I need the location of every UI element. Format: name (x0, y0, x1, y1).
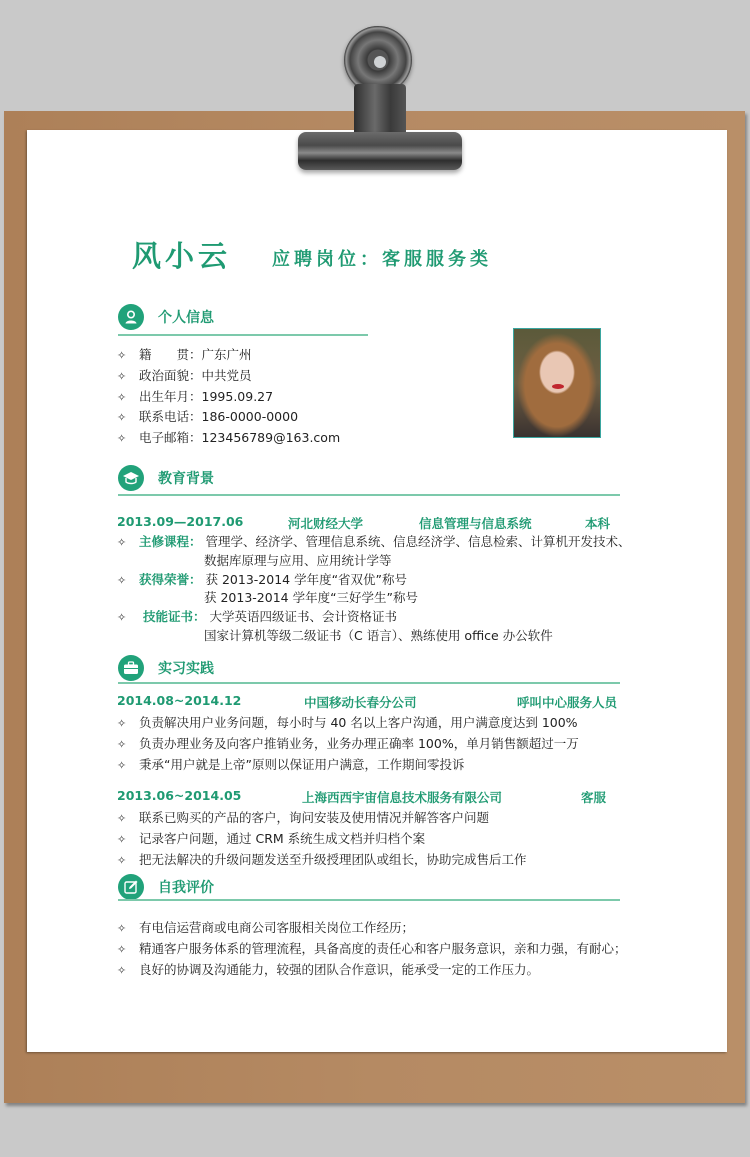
edu-major: 信息管理与信息系统 (419, 516, 532, 531)
person-icon (118, 304, 144, 330)
section-title: 教育背景 (158, 471, 214, 487)
edit-pencil-icon (118, 874, 144, 900)
job-point: ✧ 秉承“用户就是上帝”原则以保证用户满意，工作期间零投诉 (117, 757, 465, 772)
bullet-icon: ✧ (117, 432, 127, 445)
job-point: ✧ 负责办理业务及向客户推销业务，业务办理正确率 100%，单月销售额超过一万 (117, 736, 579, 751)
bullet-icon: ✧ (117, 370, 127, 383)
self-eval-point: ✧ 良好的协调及沟通能力，较强的团队合作意识，能承受一定的工作压力。 (117, 962, 540, 977)
info-row-phone: ✧ 联系电话：186-0000-0000 (117, 409, 299, 424)
info-row-email: ✧ 电子邮箱：123456789@163.com (117, 430, 341, 445)
bullet-icon: ✧ (117, 717, 127, 730)
info-row-birth: ✧ 出生年月：1995.09.27 (117, 389, 274, 404)
bullet-icon: ✧ (117, 922, 127, 935)
bullet-icon: ✧ (117, 391, 127, 404)
section-divider (118, 334, 368, 336)
bullet-icon: ✧ (117, 536, 127, 549)
section-title: 个人信息 (158, 310, 214, 326)
job-point: ✧ 负责解决用户业务问题，每小时与 40 名以上客户沟通，用户满意度达到 100% (117, 715, 578, 730)
bullet-icon: ✧ (117, 411, 127, 424)
edu-honors-cont: 获 2013-2014 学年度“三好学生”称号 (204, 590, 419, 605)
info-row-hometown: ✧ 籍 贯：广东广州 (117, 347, 252, 362)
edu-courses: ✧ 主修课程： 管理学、经济学、管理信息系统、信息经济学、信息检索、计算机开发技术、 (117, 534, 631, 549)
graduation-cap-icon (118, 465, 144, 491)
briefcase-icon (118, 655, 144, 681)
job-target: 应聘岗位：客服服务类 (272, 249, 492, 270)
bullet-icon: ✧ (117, 759, 127, 772)
binder-clip-icon (296, 24, 464, 172)
bullet-icon: ✧ (117, 812, 127, 825)
edu-degree: 本科 (585, 516, 611, 531)
job-company: 上海西西宇宙信息技术服务有限公司 (302, 790, 503, 805)
edu-school: 河北财经大学 (288, 516, 364, 531)
bullet-icon: ✧ (117, 833, 127, 846)
bullet-icon: ✧ (117, 738, 127, 751)
bullet-icon: ✧ (117, 964, 127, 977)
bullet-icon: ✧ (117, 349, 127, 362)
job-period: 2013.06~2014.05 (117, 788, 242, 803)
section-divider (118, 494, 620, 496)
section-divider (118, 682, 620, 684)
job-role: 客服 (581, 790, 607, 805)
edu-period: 2013.09—2017.06 (117, 514, 244, 529)
job-period: 2014.08~2014.12 (117, 693, 242, 708)
section-title: 自我评价 (158, 880, 214, 896)
bullet-icon: ✧ (117, 943, 127, 956)
profile-photo (513, 328, 601, 438)
candidate-name: 风小云 (132, 239, 232, 273)
edu-certs: ✧ 技能证书： 大学英语四级证书、会计资格证书 (117, 609, 397, 624)
job-point: ✧ 记录客户问题，通过 CRM 系统生成文档并归档个案 (117, 831, 426, 846)
section-title: 实习实践 (158, 661, 214, 677)
bullet-icon: ✧ (117, 574, 127, 587)
job-role: 呼叫中心服务人员 (517, 695, 618, 710)
bullet-icon: ✧ (117, 854, 127, 867)
self-eval-point: ✧ 有电信运营商或电商公司客服相关岗位工作经历； (117, 920, 415, 935)
edu-courses-cont: 数据库原理与应用、应用统计学等 (204, 553, 392, 568)
self-eval-point: ✧ 精通客户服务体系的管理流程，具备高度的责任心和客户服务意识，亲和力强，有耐心； (117, 941, 627, 956)
job-point: ✧ 联系已购买的产品的客户，询问安装及使用情况并解答客户问题 (117, 810, 490, 825)
bullet-icon: ✧ (117, 611, 127, 624)
edu-honors: ✧ 获得荣誉： 获 2013-2014 学年度“省双优”称号 (117, 572, 408, 587)
job-point: ✧ 把无法解决的升级问题发送至升级授理团队或组长，协助完成售后工作 (117, 852, 527, 867)
edu-certs-cont: 国家计算机等级二级证书（C 语言）、熟练使用 office 办公软件 (204, 628, 553, 643)
section-divider (118, 899, 620, 901)
info-row-political: ✧ 政治面貌：中共党员 (117, 368, 252, 383)
job-company: 中国移动长春分公司 (304, 695, 417, 710)
